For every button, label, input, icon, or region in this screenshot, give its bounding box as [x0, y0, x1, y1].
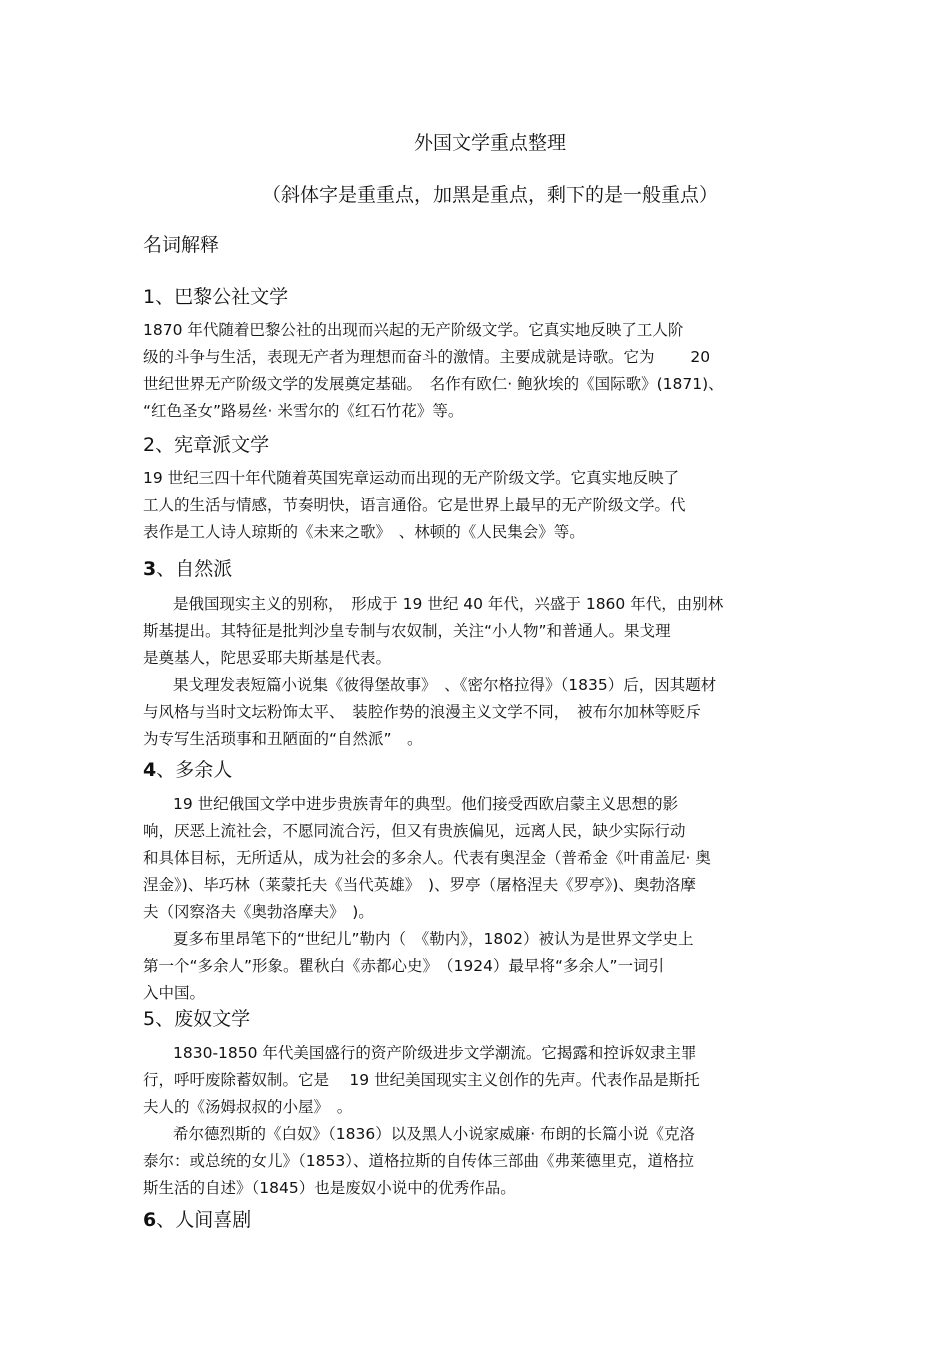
body-line: 和具体目标，无所适从，成为社会的多余人。代表有奥涅金（普希金《叶甫盖尼· 奥 [143, 849, 711, 867]
body-line: 19 世纪俄国文学中进步贵族青年的典型。他们接受西欧启蒙主义思想的影 [173, 795, 679, 813]
entry-title: 自然派 [175, 558, 233, 580]
entry-body-5 [143, 1040, 818, 1202]
body-line: 希尔德烈斯的《白奴》（1836）以及黑人小说家威廉· 布朗的长篇小说《克洛 [173, 1125, 696, 1143]
body-line: 1870 年代随着巴黎公社的出现而兴起的无产阶级文学。它真实地反映了工人阶 [143, 321, 684, 339]
body-line: 世纪世界无产阶级文学的发展奠定基础。 名作有欧仁· 鲍狄埃的《国际歌》(1871)、 [143, 375, 724, 393]
entry-heading-4: 4、多余人 [143, 759, 233, 781]
body-line: 工人的生活与情感，节奏明快，语言通俗。它是世界上最早的无产阶级文学。代 [143, 496, 686, 514]
entry-heading-6: 6、人间喜剧 [143, 1209, 252, 1231]
body-line: 响，厌恶上流社会，不愿同流合污，但又有贵族偏见，远离人民，缺少实际行动 [143, 822, 686, 840]
body-line: 1830-1850 年代美国盛行的资产阶级进步文学潮流。它揭露和控诉奴隶主罪 [173, 1044, 697, 1062]
entry-number: 1 [143, 286, 156, 308]
body-line: 涅金》)、毕巧林（莱蒙托夫《当代英雄》 )、罗亭（屠格涅夫《罗亭》)、奥勃洛摩 [143, 876, 696, 894]
body-line: 夏多布里昂笔下的“世纪儿”勒内（ 《勒内》，1802）被认为是世界文学史上 [173, 930, 694, 948]
body-line: 果戈理发表短篇小说集《彼得堡故事》 、《密尔格拉得》（1835）后，因其题材 [173, 676, 717, 694]
entry-heading-5: 5、废奴文学 [143, 1008, 251, 1030]
entry-number: 3 [143, 558, 157, 580]
document-title: 外国文学重点整理 [413, 132, 566, 154]
entry-heading-2: 2、宪章派文学 [143, 434, 270, 456]
entry-number: 5 [143, 1008, 156, 1030]
entry-title: 多余人 [175, 759, 233, 781]
body-line: 是奠基人，陀思妥耶夫斯基是代表。 [143, 649, 392, 667]
body-line: 夫（冈察洛夫《奥勃洛摩夫》 )。 [143, 903, 374, 921]
entry-body-3 [143, 591, 818, 753]
entry-number: 2 [143, 434, 156, 456]
body-line: 第一个“多余人”形象。瞿秋白《赤都心史》 （1924）最早将“多余人”一词引 [143, 957, 665, 975]
body-line: 入中国。 [143, 984, 206, 1002]
entry-number: 6 [143, 1209, 157, 1231]
body-line: 与风格与当时文坛粉饰太平、 装腔作势的浪漫主义文学不同， 被布尔加林等贬斥 [143, 703, 702, 721]
body-line: “红色圣女”路易丝· 米雪尔的《红石竹花》等。 [143, 402, 464, 420]
entry-title: 废奴文学 [174, 1008, 251, 1030]
body-line: 行，呼吁废除蓄奴制。它是 19 世纪美国现实主义创作的先声。代表作品是斯托 [143, 1071, 700, 1089]
body-line: 表作是工人诗人琼斯的《未来之歌》 、林顿的《人民集会》等。 [143, 523, 585, 541]
entry-title: 宪章派文学 [174, 434, 270, 456]
body-line: 夫人的《汤姆叔叔的小屋》 。 [143, 1098, 353, 1116]
entry-number: 4 [143, 759, 157, 781]
entry-heading-1: 1、巴黎公社文学 [143, 286, 289, 308]
body-line: 是俄国现实主义的别称， 形成于 19 世纪 40 年代，兴盛于 1860 年代，由别林 [173, 595, 724, 613]
body-line: 19 世纪三四十年代随着英国宪章运动而出现的无产阶级文学。它真实地反映了 [143, 469, 680, 487]
entry-title: 人间喜剧 [175, 1209, 252, 1231]
entry-heading-3: 3、自然派 [143, 558, 233, 580]
entry-title: 巴黎公社文学 [174, 286, 289, 308]
entry-body-1 [143, 317, 818, 425]
entry-body-4 [143, 791, 818, 1007]
body-line: 为专写生活琐事和丑陋面的“自然派” 。 [143, 730, 423, 748]
entry-body-2 [143, 465, 818, 546]
body-line: 泰尔：或总统的女儿》（1853）、道格拉斯的自传体三部曲《弗莱德里克，道格拉 [143, 1152, 694, 1170]
section-label: 名词解释 [143, 234, 220, 256]
document-subtitle: （斜体字是重重点，加黑是重点，剩下的是一般重点） [261, 184, 718, 206]
body-line: 斯基提出。其特征是批判沙皇专制与农奴制，关注“小人物”和普通人。果戈理 [143, 622, 671, 640]
body-line: 级的斗争与生活，表现无产者为理想而奋斗的激情。主要成就是诗歌。它为 20 [143, 348, 711, 366]
body-line: 斯生活的自述》（1845）也是废奴小说中的优秀作品。 [143, 1179, 516, 1197]
